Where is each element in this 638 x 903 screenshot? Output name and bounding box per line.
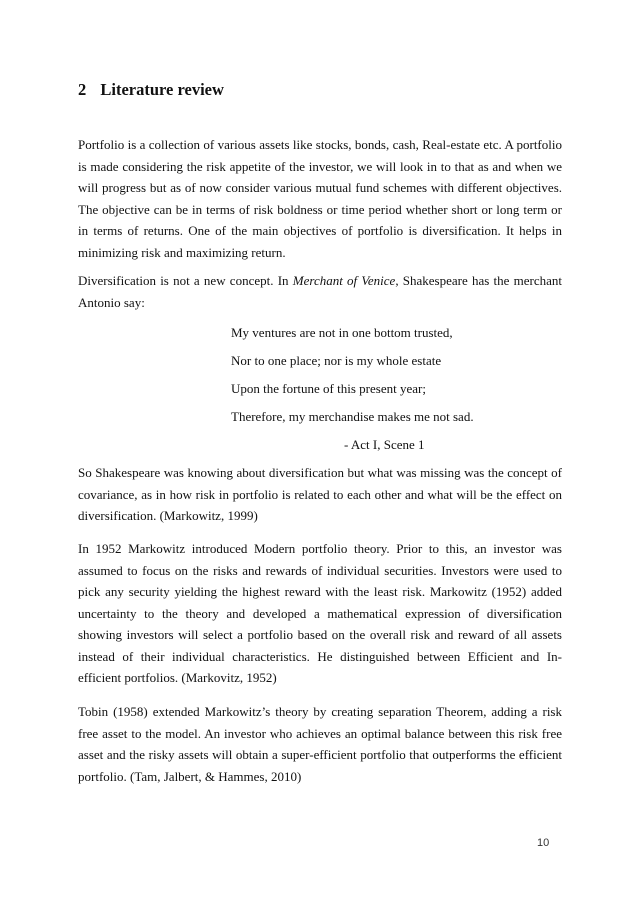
book-title-italic: Merchant of Venice xyxy=(292,273,396,288)
quote-citation: - Act I, Scene 1 xyxy=(344,437,425,452)
page-number: 10 xyxy=(537,837,550,849)
section-heading xyxy=(78,80,224,100)
paragraph-text: Diversification is not a new concept. In xyxy=(78,273,293,288)
section-number: 2 xyxy=(78,80,87,99)
paragraph-portfolio-definition: Portfolio is a collection of various assets like stocks, bonds, cash, Real-estate etc. A portfolio is made considering the risk appetite of the investor, we will look in to that as and when we will progress but as of now consider various mutual fund schemes with different objectives. The objective can be in terms of risk boldness or time period whether short or long term or in terms of returns. One of the main objectives of portfolio is diversification. It helps in minimizing risk and maximizing return. xyxy=(78,137,562,260)
paragraph-markowitz: In 1952 Markowitz introduced Modern portfolio theory. Prior to this, an investor was assumed to focus on the risks and rewards of individual securities. Investors were used to pick any security yielding the highest reward with the least risk. Markowitz (1952) added uncertainty to the theory and developed a mathematical expression of diversification showing investors will select a portfolio based on the overall risk and reward of all assets instead of their individual characteristics. He distinguished between Efficient and In-efficient portfolios. (Markovitz, 1952) xyxy=(78,541,562,685)
quote-line: Nor to one place; nor is my whole estate xyxy=(231,353,442,368)
paragraph-covariance: So Shakespeare was knowing about diversification but what was missing was the concept of covariance, as in how risk in portfolio is related to each other and what will be the effect on diversification. (Markowitz, 1999) xyxy=(78,465,562,523)
quote-line: Therefore, my merchandise makes me not sad. xyxy=(231,409,474,424)
paragraph-tobin: Tobin (1958) extended Markowitz’s theory by creating separation Theorem, adding a risk free asset to the model. An investor who achieves an optimal balance between this risk free asset and the risky assets will obtain a super-efficient portfolio that outperforms the efficient portfolio. (Tam, Jalbert, & Hammes, 2010) xyxy=(78,704,562,784)
section-title: Literature review xyxy=(100,80,224,99)
quote-line: Upon the fortune of this present year; xyxy=(231,381,426,396)
paragraph-diversification-intro xyxy=(78,270,562,313)
paragraph-text: , Shakespeare has the merchant Antonio say: xyxy=(78,273,563,310)
quote-line: My ventures are not in one bottom trusted, xyxy=(231,325,453,340)
